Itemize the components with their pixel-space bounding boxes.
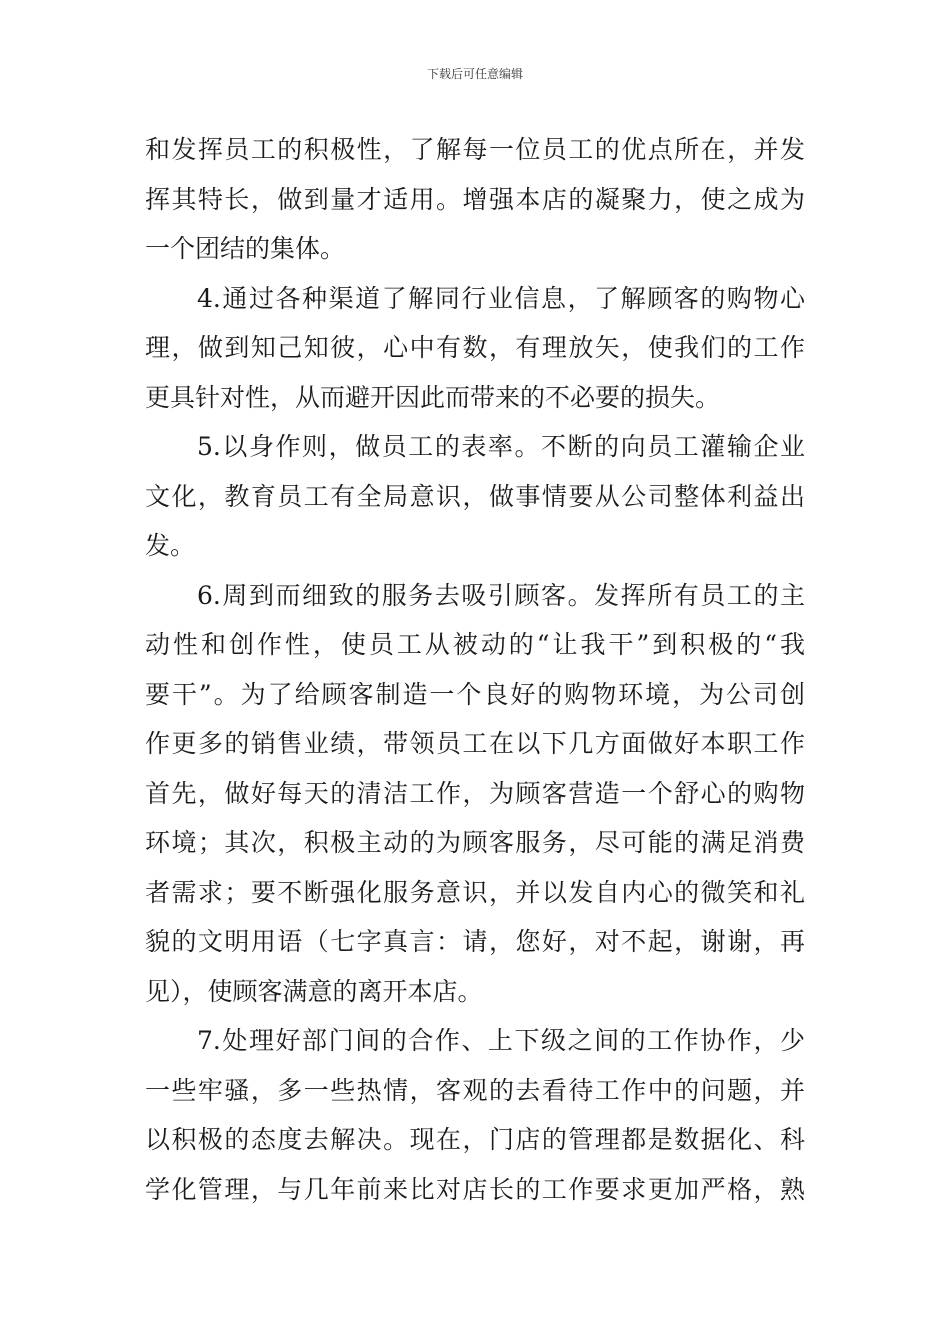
text-line: 者需求；要不断强化服务意识，并以发自内心的微笑和礼 <box>145 877 805 907</box>
text-line: 环境；其次，积极主动的为顾客服务，尽可能的满足消费 <box>145 828 805 857</box>
text-line: 貌的文明用语（七字真言：请，您好，对不起，谢谢，再 <box>145 927 805 956</box>
text-line: 文化，教育员工有全局意识，做事情要从公司整体利益出 <box>145 481 805 511</box>
text-line: 作更多的销售业绩，带领员工在以下几方面做好本职工作 <box>145 729 805 758</box>
text-line: 7.处理好部门间的合作、上下级之间的工作协作，少 <box>197 1026 805 1055</box>
text-line: 见），使顾客满意的离开本店。 <box>145 976 483 1006</box>
text-line: 理，做到知己知彼，心中有数，有理放矢，使我们的工作 <box>145 333 805 362</box>
text-line: 5.以身作则，做员工的表率。不断的向员工灌输企业 <box>197 432 805 461</box>
page-header: 下载后可任意编辑 <box>426 67 523 81</box>
document-body <box>145 125 805 1214</box>
text-line: 更具针对性，从而避开因此而带来的不必要的损失。 <box>145 382 721 412</box>
text-line: 要干”。为了给顾客制造一个良好的购物环境，为公司创 <box>145 679 805 709</box>
text-line: 一个团结的集体。 <box>145 234 346 263</box>
text-line: 学化管理，与几年前来比对店长的工作要求更加严格，熟 <box>145 1174 805 1204</box>
text-line: 挥其特长，做到量才适用。增强本店的凝聚力，使之成为 <box>145 184 805 214</box>
text-line: 6.周到而细致的服务去吸引顾客。发挥所有员工的主 <box>197 580 805 610</box>
text-line: 和发挥员工的积极性，了解每一位员工的优点所在，并发 <box>145 135 805 164</box>
text-line: 以积极的态度去解决。现在，门店的管理都是数据化、科 <box>145 1125 805 1154</box>
text-line: 动性和创作性，使员工从被动的“让我干”到积极的“我 <box>145 630 805 659</box>
text-line: 一些牢骚，多一些热情，客观的去看待工作中的问题，并 <box>145 1075 805 1105</box>
text-line: 发。 <box>145 531 196 560</box>
text-line: 首先，做好每天的清洁工作，为顾客营造一个舒心的购物 <box>145 778 805 808</box>
text-line: 4.通过各种渠道了解同行业信息，了解顾客的购物心 <box>197 283 805 313</box>
